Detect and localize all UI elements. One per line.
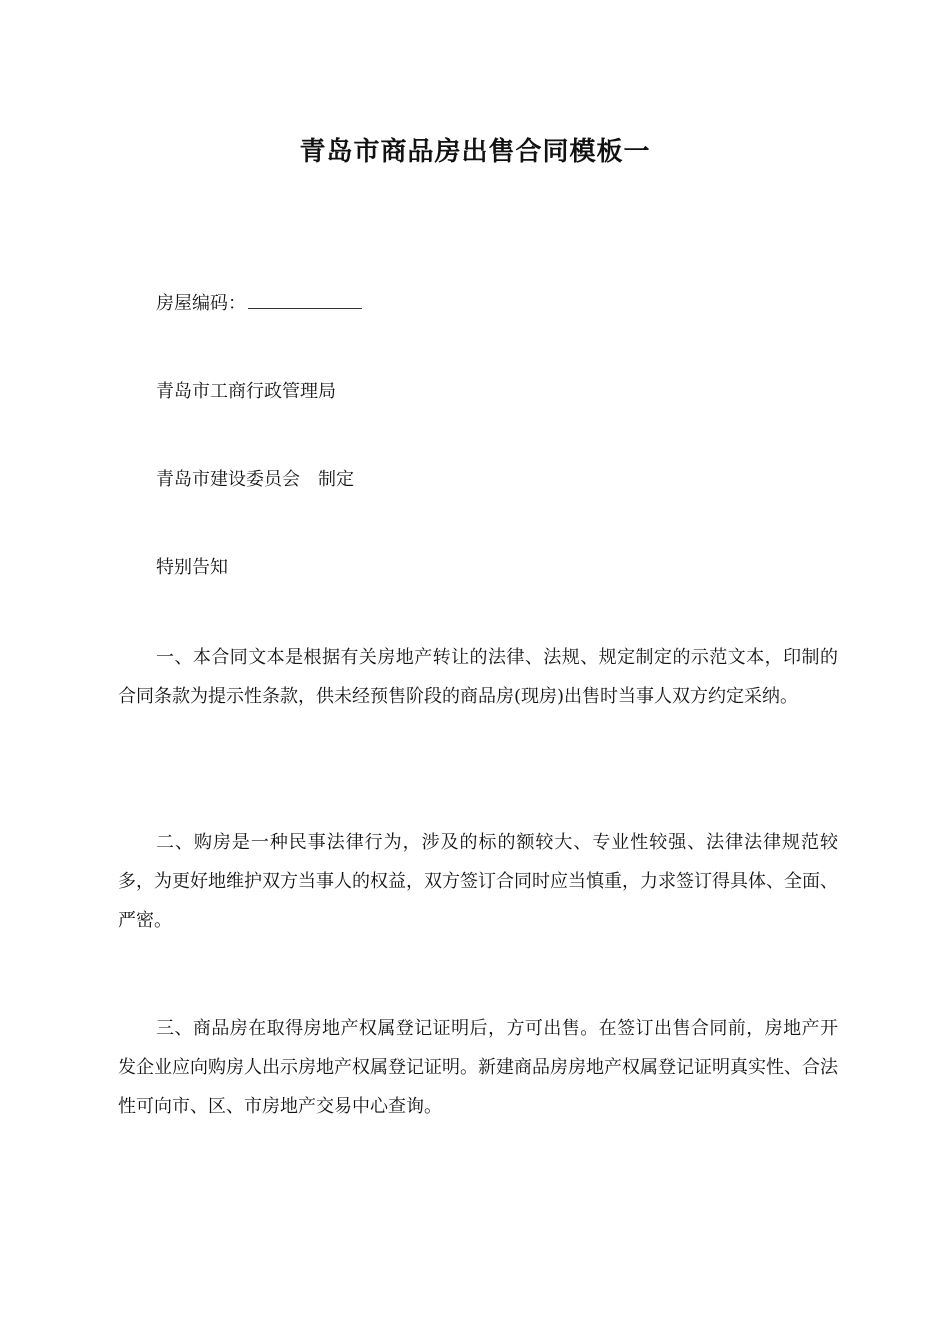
paragraph-2: 二、购房是一种民事法律行为，涉及的标的额较大、专业性较强、法律法律规范较多，为更好地维护双方当事人的权益，双方签订合同时应当慎重，力求签订得具体、全面、严密。 bbox=[118, 832, 838, 931]
issuer-line-1: 青岛市工商行政管理局 bbox=[156, 381, 336, 402]
notice-heading: 特别告知 bbox=[156, 557, 228, 578]
house-code-line bbox=[156, 290, 362, 318]
paragraph-1: 一、本合同文本是根据有关房地产转让的法律、法规、规定制定的示范文本，印制的合同条款为提示性条款，供未经预售阶段的商品房(现房)出售时当事人双方约定采纳。 bbox=[118, 647, 838, 707]
paragraph-3: 三、商品房在取得房地产权属登记证明后，方可出售。在签订出售合同前，房地产开发企业应向购房人出示房地产权属登记证明。新建商品房房地产权属登记证明真实性、合法性可向市、区、市房地产交易中心查询。 bbox=[118, 1018, 838, 1117]
issuer-line-2: 青岛市建设委员会 制定 bbox=[156, 469, 354, 490]
house-code-blank bbox=[248, 290, 362, 309]
document-title: 青岛市商品房出售合同模板一 bbox=[299, 137, 651, 167]
house-code-label: 房屋编码： bbox=[156, 293, 246, 314]
